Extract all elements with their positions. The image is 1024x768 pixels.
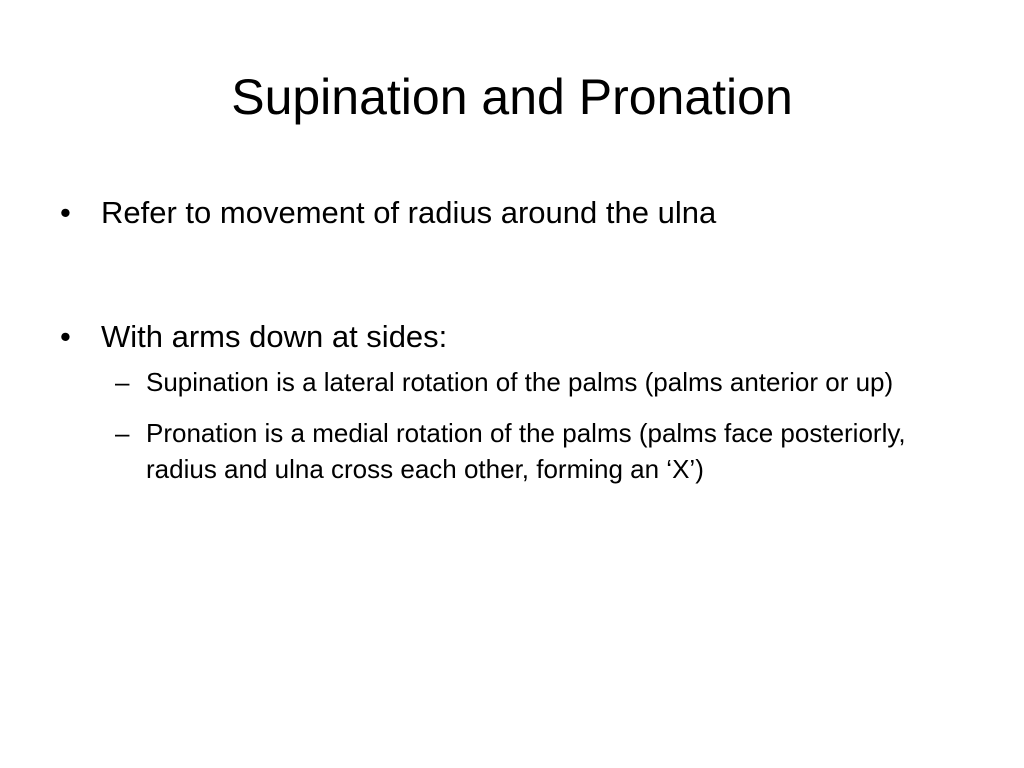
sub-bullet-text: Pronation is a medial rotation of the palms (palms face posteriorly, radius and ulna cross each other, forming an ‘X’): [146, 418, 906, 484]
sub-bullet-item: [60, 415, 961, 487]
sub-bullet-marker: –: [115, 418, 130, 448]
sub-bullet-text: Supination is a lateral rotation of the palms (palms anterior or up): [146, 367, 894, 397]
sub-bullet-marker: –: [115, 367, 130, 397]
slide-content: [60, 190, 980, 502]
bullet-text: With arms down at sides:: [101, 319, 448, 354]
sub-bullet-item: [60, 364, 961, 400]
bullet-text: Refer to movement of radius around the ulna: [101, 195, 717, 230]
bullet-marker: •: [60, 195, 71, 230]
slide-title: Supination and Pronation: [231, 69, 793, 125]
bullet-item: [60, 190, 980, 236]
sub-bullet-list: [60, 364, 980, 487]
bullet-marker: •: [60, 319, 71, 354]
bullet-item: [60, 314, 980, 360]
